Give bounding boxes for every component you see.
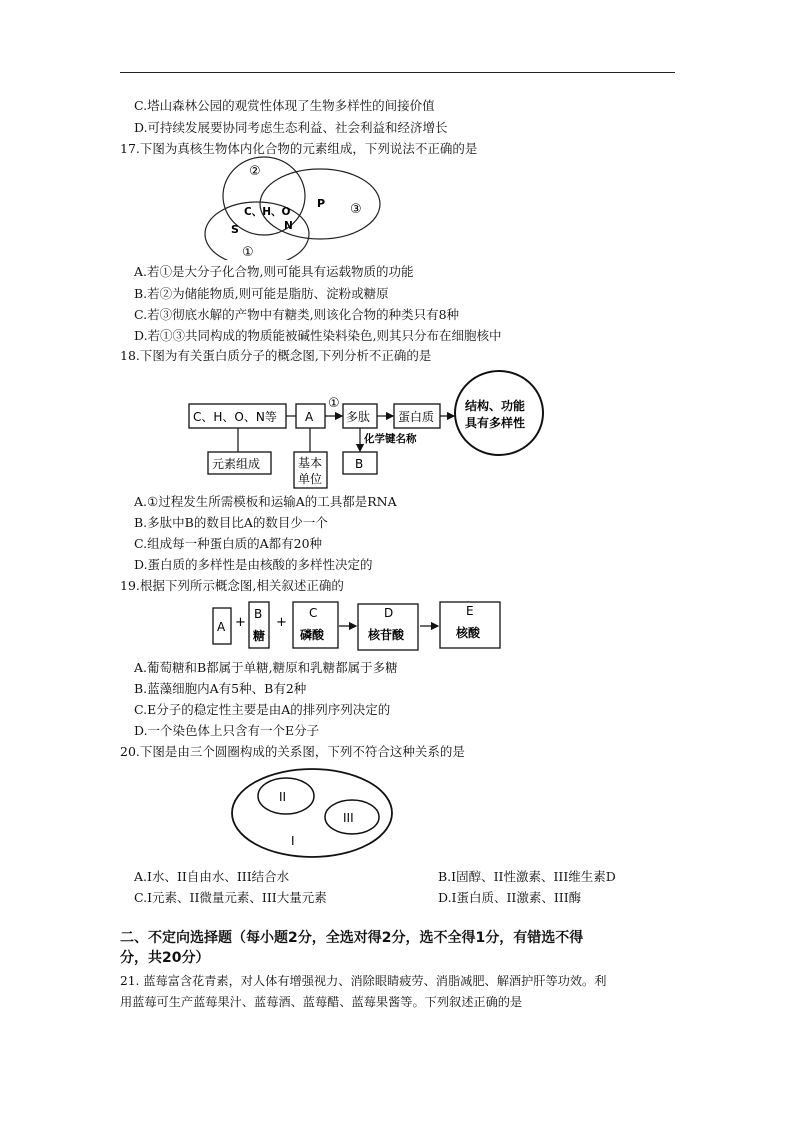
q17-stem: 17.下图为真核生物体内化合物的元素组成，下列说法不正确的是	[120, 141, 478, 156]
label-protein: 蛋白质	[398, 410, 435, 424]
q20-option-c: C.I元素、II微量元素、III大量元素	[134, 890, 327, 905]
venn-label-3: ③	[350, 202, 362, 217]
q20-circle-relation-diagram	[228, 766, 398, 862]
q18-option-b: B.多肽中B的数目比A的数目少一个	[134, 515, 328, 530]
q19-nucleic-acid-concept-map	[208, 598, 508, 656]
q19-option-d: D.一个染色体上只含有一个E分子	[134, 723, 320, 738]
label-b-sub: 糖	[253, 629, 266, 643]
label-basic-line1: 基本	[298, 456, 323, 470]
label-basic-line2: 单位	[298, 472, 323, 486]
label-iii: III	[343, 811, 354, 825]
section2-heading-line2: 分，共20分）	[120, 950, 210, 966]
venn-label-n: N	[284, 220, 293, 232]
section2-heading-line1: 二、不定向选择题（每小题2分，全选对得2分，选不全得1分，有错选不得	[120, 930, 584, 946]
q19-option-c: C.E分子的稳定性主要是由A的排列序列决定的	[134, 702, 391, 717]
venn-label-1: ①	[242, 245, 254, 260]
q18-option-c: C.组成每一种蛋白质的A都有20种	[134, 536, 323, 551]
q17-option-c: C.若③彻底水解的产物中有糖类,则该化合物的种类只有8种	[134, 307, 460, 322]
venn-label-center: C、H、O	[244, 206, 291, 218]
label-e-sub: 核酸	[456, 626, 481, 640]
q16-option-c: C.塔山森林公园的观赏性体现了生物多样性的间接价值	[134, 98, 435, 113]
q20-option-a: A.I水、II自由水、III结合水	[134, 869, 290, 884]
venn-label-2: ②	[249, 164, 261, 179]
q19-option-a: A.葡萄糖和B都属于单糖,糖原和乳糖都属于多糖	[134, 660, 398, 675]
header-rule	[120, 72, 675, 73]
q17-option-d: D.若①③共同构成的物质能被碱性染料染色,则其只分布在细胞核中	[134, 328, 502, 343]
label-c: C	[309, 606, 318, 620]
label-c-sub: 磷酸	[300, 628, 325, 642]
venn-label-s: S	[231, 223, 239, 236]
q18-option-d: D.蛋白质的多样性是由核酸的多样性决定的	[134, 557, 373, 572]
q21-stem-line2: 用蓝莓可生产蓝莓果汁、蓝莓酒、蓝莓醋、蓝莓果酱等。下列叙述正确的是	[120, 995, 523, 1009]
label-b: B	[254, 607, 263, 621]
label-a: A	[217, 620, 226, 634]
label-step1: ①	[328, 396, 340, 411]
plus-2: +	[276, 615, 287, 630]
q17-venn-diagram	[200, 155, 400, 260]
label-i: I	[291, 834, 295, 848]
label-element-composition: 元素组成	[212, 457, 261, 471]
q20-option-b: B.I固醇、II性激素、III维生素D	[438, 869, 616, 884]
label-bond-name: 化学键名称	[364, 433, 417, 445]
circle-i	[232, 769, 392, 857]
label-d: D	[384, 606, 394, 620]
q17-option-a: A.若①是大分子化合物,则可能具有运载物质的功能	[134, 264, 414, 279]
label-ellipse-line2: 具有多样性	[465, 416, 526, 430]
ellipse-diversity	[455, 371, 543, 455]
q20-option-d: D.I蛋白质、II激素、III酶	[438, 890, 582, 905]
q16-option-d: D.可持续发展要协同考虑生态利益、社会利益和经济增长	[134, 120, 448, 135]
label-a: A	[305, 410, 314, 424]
label-polypeptide: 多肽	[346, 410, 371, 424]
q18-option-a: A.①过程发生所需模板和运输A的工具都是RNA	[134, 494, 397, 509]
label-e: E	[466, 604, 474, 618]
label-ii: II	[279, 790, 287, 804]
label-d-sub: 核苷酸	[368, 628, 405, 642]
q19-option-b: B.蓝藻细胞内A有5种、B有2种	[134, 681, 307, 696]
q19-stem: 19.根据下列所示概念图,相关叙述正确的	[120, 578, 344, 593]
label-ellipse-line1: 结构、功能	[465, 399, 526, 413]
label-b: B	[355, 457, 364, 471]
q21-stem-line1: 21. 蓝莓富含花青素，对人体有增强视力、消除眼睛疲劳、消脂减肥、解酒护肝等功效。利	[120, 974, 607, 988]
label-elements: C、H、O、N等	[193, 410, 277, 424]
venn-label-p: P	[317, 197, 326, 210]
q17-option-b: B.若②为储能物质,则可能是脂肪、淀粉或糖原	[134, 286, 389, 301]
q18-protein-concept-map	[185, 364, 565, 490]
q20-stem: 20.下图是由三个圆圈构成的关系图，下列不符合这种关系的是	[120, 744, 465, 759]
plus-1: +	[235, 615, 246, 630]
q18-stem: 18.下图为有关蛋白质分子的概念图,下列分析不正确的是	[120, 348, 432, 363]
